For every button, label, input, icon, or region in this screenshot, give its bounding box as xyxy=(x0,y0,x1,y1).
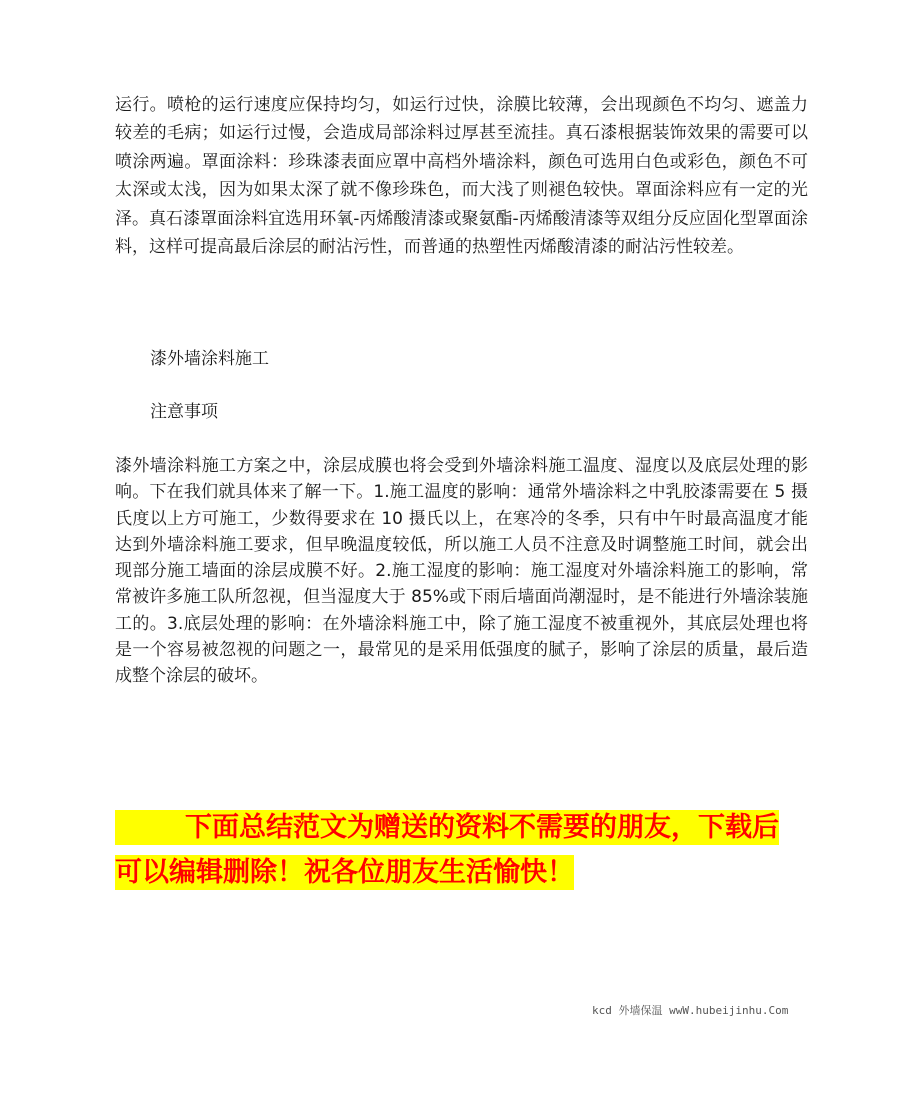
notice-text: 下面总结范文为赠送的资料不需要的朋友，下载后可以编辑删除！祝各位朋友生活愉快！ xyxy=(115,812,779,888)
section-heading-exterior-coating: 漆外墙涂料施工 xyxy=(150,349,269,369)
page-footer: kcd 外墙保温 wwW.hubeijinhu.Com xyxy=(592,1004,789,1017)
body-paragraph-spraying: 运行。喷枪的运行速度应保持均匀，如运行过快，涂膜比较薄，会出现颜色不均匀、遮盖力较差的毛病；如运行过慢，会造成局部涂料过厚甚至流挂。真石漆根据装饰效果的需要可以喷涂两遍。罩面涂料：珍珠漆表面应罩中高档外墙涂料，颜色可选用白色或彩色，颜色不可太深或太浅，因为如果太深了就不像珍珠色，而大浅了则褪色较快。罩面涂料应有一定的光泽。真石漆罩面涂料宜选用环氧-丙烯酸清漆或聚氨酯-丙烯酸清漆等双组分反应固化型罩面涂料，这样可提高最后涂层的耐沾污性，而普通的热塑性丙烯酸清漆的耐沾污性较差。 xyxy=(115,95,808,258)
section-heading-precautions: 注意事项 xyxy=(150,402,218,422)
notice-highlight xyxy=(115,810,779,890)
highlighted-notice xyxy=(115,805,795,895)
body-paragraph-precautions: 漆外墙涂料施工方案之中，涂层成膜也将会受到外墙涂料施工温度、湿度以及底层处理的影响。下在我们就具体来了解一下。1.施工温度的影响：通常外墙涂料之中乳胶漆需要在 5 摄氏度以上方可施工，少数得要求在 10 摄氏以上，在寒冷的冬季，只有中午时最高温度才能达到外墙涂料施工要求，但早晚温度较低，所以施工人员不注意及时调整施工时间，就会出现部分施工墙面的涂层成膜不好。2.施工湿度的影响：施工湿度对外墙涂料施工的影响，常常被许多施工队所忽视，但当湿度大于 85%或下雨后墙面尚潮湿时，是不能进行外墙涂装施工的。3.底层处理的影响：在外墙涂料施工中，除了施工湿度不被重视外，其底层处理也将是一个容易被忽视的问题之一，最常见的是采用低强度的腻子，影响了涂层的质量，最后造成整个涂层的破坏。 xyxy=(115,456,808,687)
